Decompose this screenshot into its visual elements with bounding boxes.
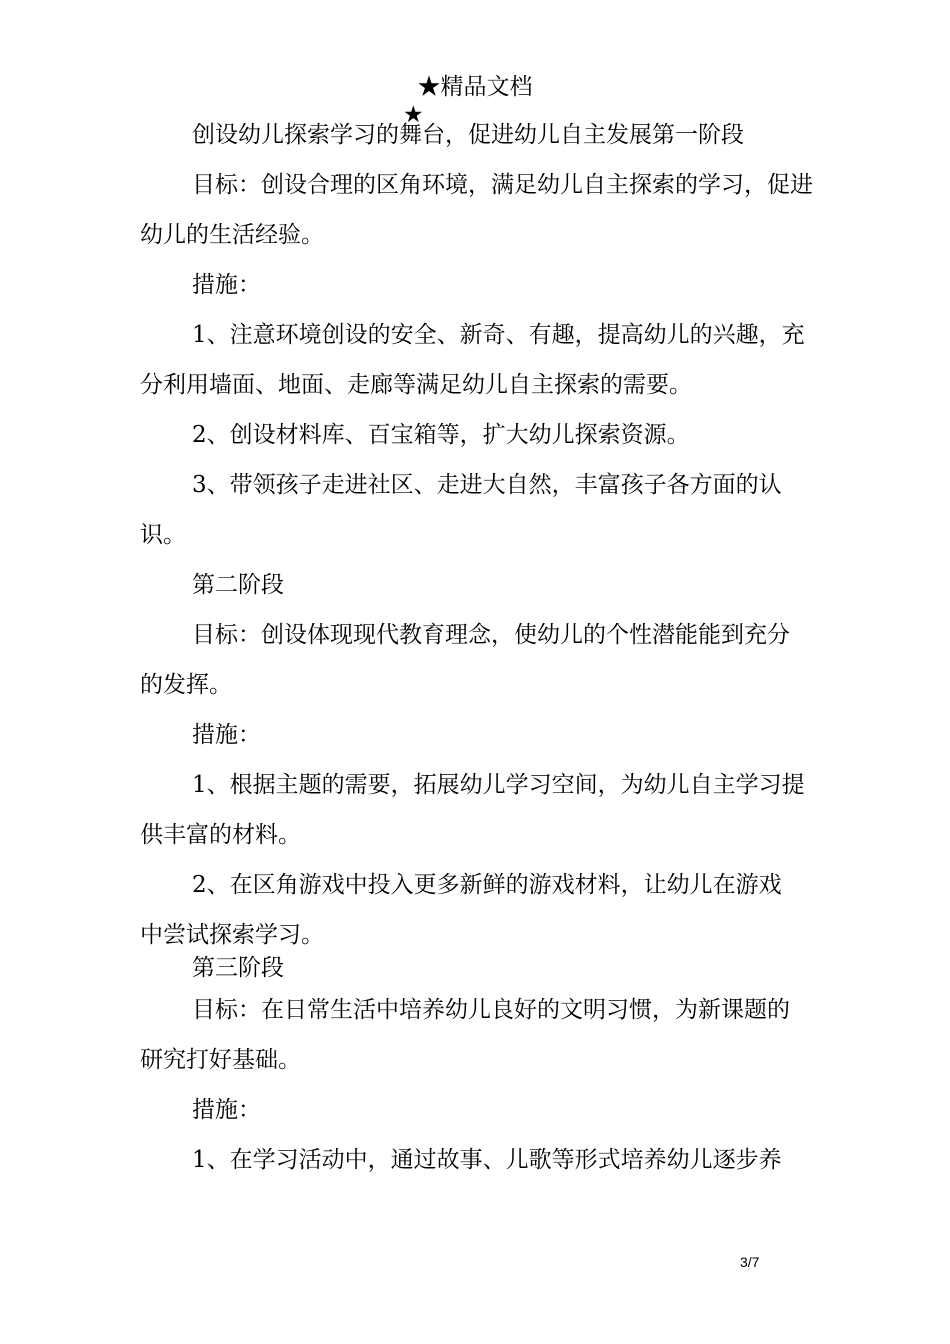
list-item: 2、在区角游戏中投入更多新鲜的游戏材料，让幼儿在游戏 <box>192 872 782 898</box>
section-heading-stage-2: 第二阶段 <box>192 572 284 598</box>
paragraph-line: 供丰富的材料。 <box>140 822 301 848</box>
measures-label: 措施： <box>192 722 261 748</box>
header-title: ★精品文档 <box>417 74 533 100</box>
measures-label: 措施： <box>192 1097 261 1123</box>
list-item: 1、根据主题的需要，拓展幼儿学习空间，为幼儿自主学习提 <box>192 772 805 798</box>
paragraph-line: 目标：创设体现现代教育理念，使幼儿的个性潜能能到充分 <box>192 622 790 648</box>
paragraph-line: 分利用墙面、地面、走廊等满足幼儿自主探索的需要。 <box>140 372 692 398</box>
paragraph-line: 研究打好基础。 <box>140 1047 301 1073</box>
paragraph-line: 目标：创设合理的区角环境，满足幼儿自主探索的学习，促进 <box>192 172 813 198</box>
paragraph-line: 目标：在日常生活中培养幼儿良好的文明习惯，为新课题的 <box>192 997 790 1023</box>
section-heading-stage-3: 第三阶段 <box>192 955 284 981</box>
page-number: 3/7 <box>740 1254 760 1270</box>
section-heading-stage-1: 创设幼儿探索学习的舞台，促进幼儿自主发展第一阶段 <box>192 122 744 148</box>
list-item: 1、注意环境创设的安全、新奇、有趣，提高幼儿的兴趣，充 <box>192 322 805 348</box>
paragraph-line: 中尝试探索学习。 <box>140 922 324 948</box>
list-item: 2、创设材料库、百宝箱等，扩大幼儿探索资源。 <box>192 422 690 448</box>
measures-label: 措施： <box>192 272 261 298</box>
paragraph-line: 幼儿的生活经验。 <box>140 222 324 248</box>
paragraph-line: 的发挥。 <box>140 672 232 698</box>
paragraph-line: 识。 <box>140 522 186 548</box>
list-item: 3、带领孩子走进社区、走进大自然，丰富孩子各方面的认 <box>192 472 782 498</box>
list-item: 1、在学习活动中，通过故事、儿歌等形式培养幼儿逐步养 <box>192 1147 782 1173</box>
star-icon: ★ <box>403 102 424 128</box>
